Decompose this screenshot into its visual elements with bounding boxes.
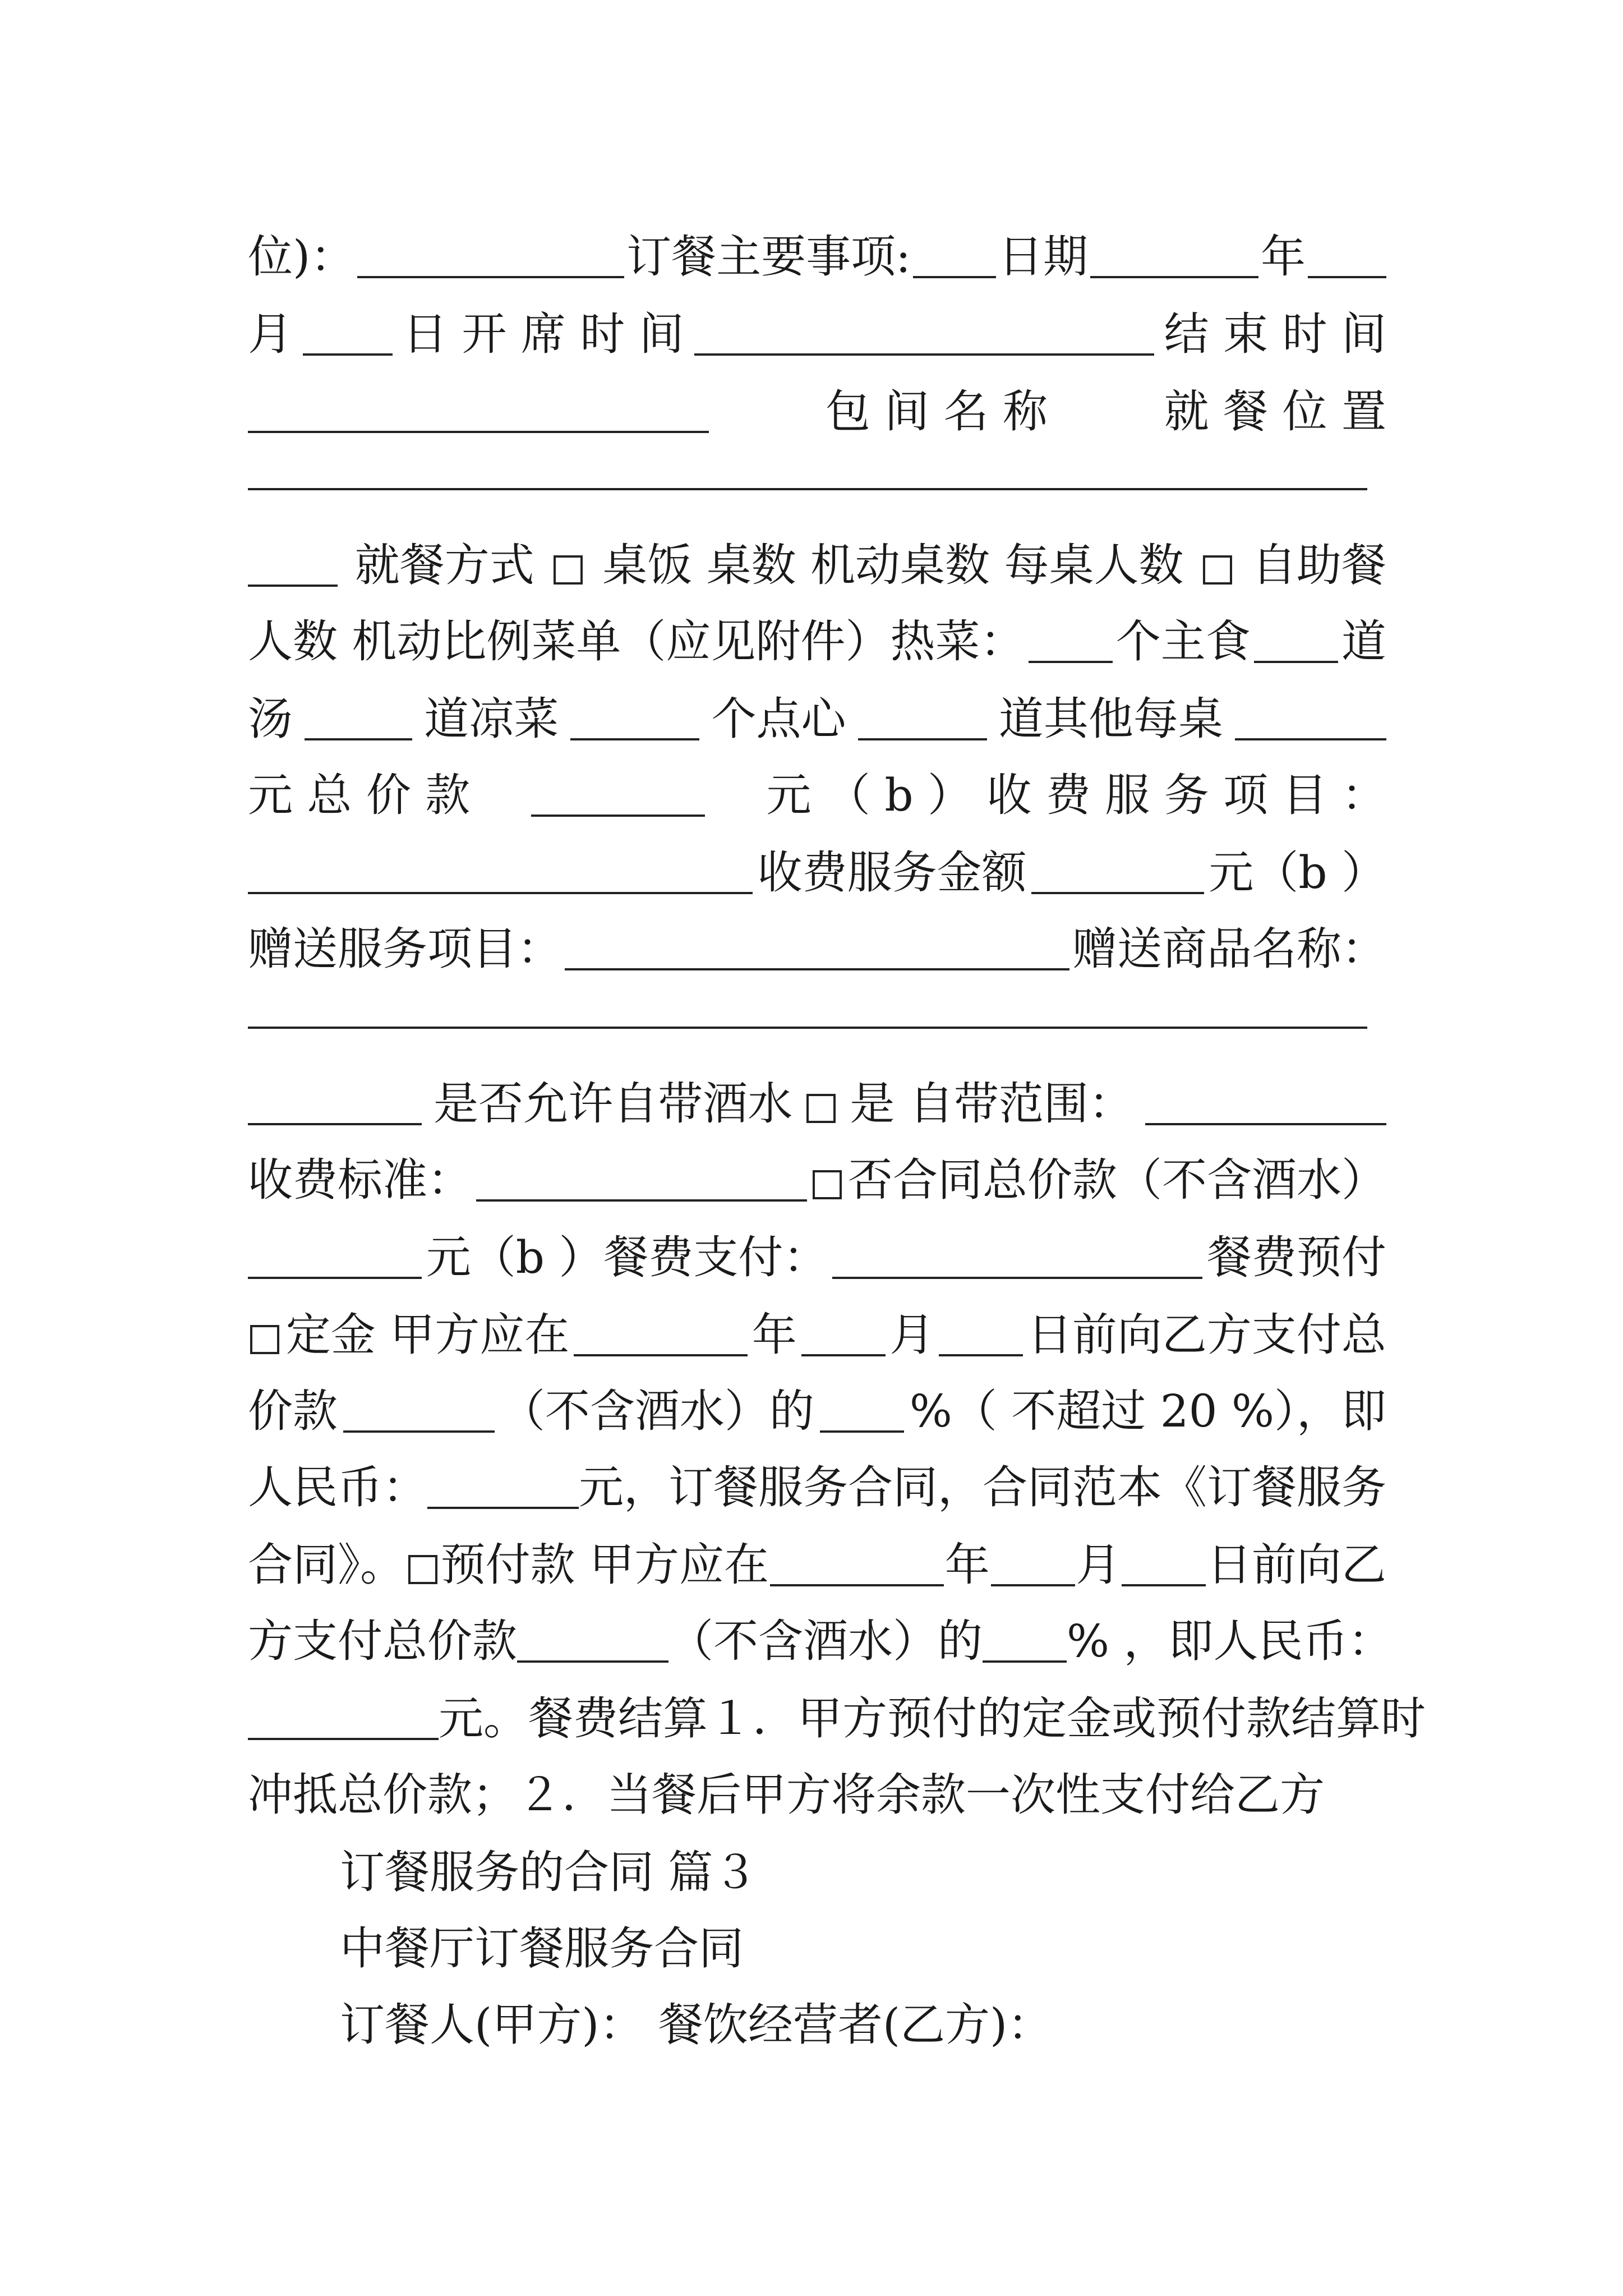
text-segment: 中餐厅订餐服务合同 bbox=[340, 1922, 744, 1975]
text-segment: 元。餐费结算１．甲方预付的定金或预付款结算时 bbox=[439, 1692, 1426, 1745]
fill-blank bbox=[574, 1354, 748, 1356]
text-segment: 包 间 名 称 bbox=[825, 385, 1048, 438]
text-line bbox=[248, 1434, 1386, 1513]
fill-blank bbox=[991, 1584, 1075, 1586]
fill-blank bbox=[1235, 738, 1386, 740]
fill-blank bbox=[248, 431, 709, 433]
text-segment: 个主食 bbox=[1115, 615, 1251, 668]
text-segment: 位)： bbox=[248, 231, 356, 283]
text-line bbox=[248, 358, 1386, 438]
text-segment: 道其他每桌 bbox=[998, 693, 1223, 745]
text-segment: 道凉菜 bbox=[424, 693, 559, 745]
text-segment: 结 束 时 间 bbox=[1164, 308, 1386, 360]
text-line bbox=[248, 895, 1386, 975]
text-segment: 定金 甲方应在 bbox=[285, 1309, 570, 1361]
text-line bbox=[248, 203, 1386, 283]
text-segment: 就 餐 位 置 bbox=[1164, 385, 1386, 438]
contract-title bbox=[340, 1895, 1386, 1975]
fill-blank bbox=[531, 815, 705, 817]
fill-blank bbox=[1090, 276, 1258, 278]
fill-blank bbox=[858, 738, 987, 740]
fill-blank bbox=[832, 1277, 1202, 1279]
text-segment: 汤 bbox=[248, 693, 293, 745]
text-line bbox=[248, 1511, 1386, 1591]
checkbox[interactable] bbox=[1203, 555, 1232, 585]
text-line bbox=[248, 512, 1386, 591]
checkbox[interactable] bbox=[250, 1325, 279, 1354]
text-line bbox=[248, 1050, 1386, 1130]
fill-blank bbox=[303, 353, 393, 356]
text-segment: 赠送商品名称： bbox=[1072, 923, 1386, 975]
text-segment: 就餐方式 bbox=[354, 539, 534, 591]
text-segment: 人数 机动比例菜单（应见附件）热菜： bbox=[248, 615, 1025, 668]
fill-blank bbox=[305, 738, 412, 740]
fill-blank bbox=[983, 1660, 1067, 1663]
fill-blank-full-line bbox=[248, 1027, 1367, 1029]
text-line bbox=[248, 1741, 1386, 1821]
fill-blank bbox=[1031, 892, 1204, 894]
text-segment: 月 bbox=[248, 308, 293, 360]
text-line bbox=[248, 819, 1386, 899]
fill-blank bbox=[248, 1738, 439, 1740]
text-segment: 月 bbox=[1076, 1539, 1121, 1591]
text-segment: 是 自带范围： bbox=[850, 1078, 1133, 1130]
text-segment: 餐费预付 bbox=[1206, 1231, 1386, 1283]
text-segment: （不含酒水）的 bbox=[500, 1385, 814, 1437]
fill-blank bbox=[248, 1123, 422, 1125]
text-segment: 日 开 席 时 间 bbox=[402, 308, 684, 360]
text-segment: 收费服务金额 bbox=[757, 846, 1027, 899]
text-segment: 人民币： bbox=[248, 1461, 427, 1513]
text-line bbox=[248, 1588, 1393, 1667]
fill-blank bbox=[801, 1354, 886, 1356]
fill-blank bbox=[476, 1199, 807, 1202]
text-line bbox=[248, 1204, 1386, 1283]
text-segment: 个点心 bbox=[711, 693, 846, 745]
text-segment: 元，订餐服务合同，合同范本《订餐服务 bbox=[579, 1461, 1386, 1513]
text-segment: 否合同总价款（不含酒水） bbox=[847, 1154, 1386, 1206]
text-line bbox=[248, 280, 1386, 360]
checkbox[interactable] bbox=[813, 1170, 842, 1199]
text-segment: 日期 bbox=[998, 231, 1089, 283]
fill-blank bbox=[427, 1507, 579, 1509]
text-segment: 桌饭 桌数 机动桌数 每桌人数 bbox=[602, 539, 1184, 591]
text-segment: 月 bbox=[889, 1309, 935, 1361]
text-segment: 冲抵总价款；２．当餐后甲方将余款一次性支付给乙方 bbox=[248, 1769, 1325, 1821]
text-segment: 赠送服务项目： bbox=[248, 923, 562, 975]
text-segment: 自助餐 bbox=[1251, 539, 1386, 591]
text-segment: 订餐服务的合同 篇３ bbox=[340, 1846, 758, 1898]
text-segment: 年 bbox=[1260, 231, 1306, 283]
text-line bbox=[248, 588, 1386, 668]
checkbox[interactable] bbox=[806, 1094, 836, 1123]
fill-blank bbox=[1122, 1584, 1206, 1586]
text-segment: 元 总 价 款 bbox=[248, 769, 471, 821]
text-segment: 年 bbox=[751, 1309, 797, 1361]
checkbox[interactable] bbox=[554, 555, 583, 585]
text-segment: 元（b ） bbox=[1209, 846, 1386, 899]
text-line bbox=[248, 1126, 1386, 1206]
text-segment: 元（b ）餐费支付： bbox=[426, 1231, 828, 1283]
fill-blank bbox=[1254, 661, 1338, 663]
fill-blank bbox=[248, 585, 338, 587]
fill-blank bbox=[694, 353, 1154, 356]
text-segment: （不含酒水）的 bbox=[668, 1615, 983, 1667]
text-segment: 方支付总价款 bbox=[248, 1615, 517, 1667]
text-segment: 是否允许自带酒水 bbox=[434, 1078, 793, 1130]
fill-blank bbox=[939, 1354, 1023, 1356]
party-line bbox=[340, 1971, 1386, 2051]
text-segment: 道 bbox=[1341, 615, 1386, 668]
text-line bbox=[248, 1281, 1386, 1361]
fill-blank bbox=[1029, 661, 1113, 663]
fill-blank bbox=[570, 738, 699, 740]
text-segment: %（ 不超过 20 %），即 bbox=[909, 1385, 1386, 1437]
text-segment: 年 bbox=[944, 1539, 990, 1591]
text-segment: 日前向乙 bbox=[1206, 1539, 1386, 1591]
text-segment: 收费标准： bbox=[248, 1154, 472, 1206]
fill-blank bbox=[820, 1430, 904, 1433]
fill-blank bbox=[248, 1277, 422, 1279]
text-line bbox=[248, 665, 1386, 745]
text-segment: 日前向乙方支付总 bbox=[1027, 1309, 1386, 1361]
fill-blank bbox=[343, 1430, 495, 1433]
text-segment: 预付款 甲方应在 bbox=[440, 1539, 769, 1591]
fill-blank bbox=[248, 892, 753, 894]
fill-blank bbox=[1308, 276, 1386, 278]
text-segment: 元 （ b ） 收 费 服 务 项 目 ： bbox=[766, 769, 1386, 821]
fill-blank bbox=[357, 276, 624, 278]
text-segment: 订餐人(甲方)： 餐饮经营者(乙方)： bbox=[340, 1999, 1053, 2051]
text-segment: % ，即人民币： bbox=[1067, 1615, 1393, 1667]
text-segment: 合同》。 bbox=[248, 1539, 405, 1591]
fill-blank bbox=[517, 1660, 668, 1663]
text-line bbox=[248, 1358, 1386, 1437]
fill-blank-full-line bbox=[248, 488, 1367, 490]
text-segment: 价款 bbox=[248, 1385, 338, 1437]
text-line bbox=[248, 742, 1386, 821]
text-line bbox=[248, 1665, 1426, 1745]
fill-blank bbox=[770, 1584, 944, 1586]
section-heading bbox=[340, 1819, 1386, 1898]
fill-blank bbox=[913, 276, 996, 278]
checkbox[interactable] bbox=[408, 1555, 437, 1584]
fill-blank bbox=[565, 968, 1069, 970]
fill-blank bbox=[1145, 1123, 1386, 1125]
text-segment: 订餐主要事项: bbox=[626, 231, 911, 283]
